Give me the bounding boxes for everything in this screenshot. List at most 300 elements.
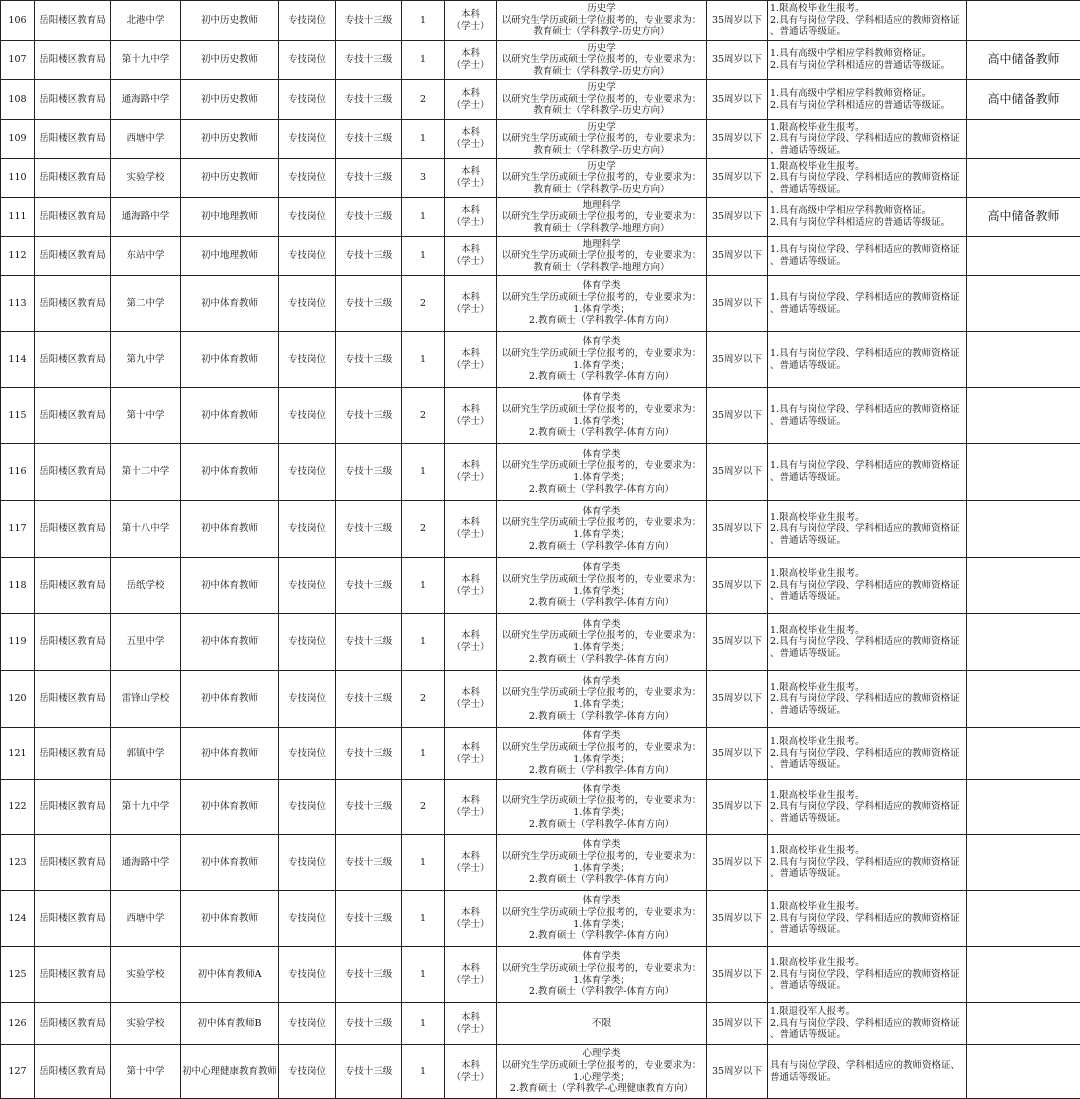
cell-remark [967, 614, 1080, 671]
cell-major-line: 以研究生学历或硕士学位报考的，专业要求为： [498, 630, 705, 642]
cell-conditions-line: 、普通话等级证。 [770, 26, 965, 38]
cell-conditions-line: 、普通话等级证。 [770, 868, 965, 880]
cell-major-line: 以研究生学历或硕士学位报考的，专业要求为： [498, 211, 705, 223]
cell-conditions-line: 1.限高校毕业生报考。 [770, 790, 965, 802]
cell-remark [967, 120, 1080, 159]
cell-conditions-line: 2.具有与岗位学段、学科相适应的教师资格证 [770, 172, 965, 184]
cell-education [445, 388, 497, 444]
cell-major-line: 以研究生学历或硕士学位报考的，专业要求为： [498, 460, 705, 472]
cell-education-line: （学士） [446, 863, 495, 875]
cell-conditions-line: 2.具有与岗位学科相适应的普通话等级证。 [770, 60, 965, 72]
cell-headcount: 1 [402, 558, 445, 614]
cell-post-name: 初中体育教师A [181, 947, 279, 1003]
cell-major-line: 1.体育学类； [498, 586, 705, 598]
cell-major [497, 835, 707, 891]
cell-education-line: （学士） [446, 472, 495, 484]
cell-department: 岳阳楼区教育局 [35, 1, 111, 41]
cell-major [497, 947, 707, 1003]
cell-remark [967, 835, 1080, 891]
table-row [1, 237, 1080, 276]
cell-major-line: 体育学类 [498, 392, 705, 404]
cell-major-line: 体育学类 [498, 730, 705, 742]
cell-remark: 高中储备教师 [967, 198, 1080, 237]
cell-conditions [768, 198, 967, 237]
cell-conditions [768, 1045, 967, 1099]
cell-conditions [768, 891, 967, 947]
cell-school: 郭镇中学 [111, 728, 181, 780]
cell-conditions-line: 、普通话等级证。 [770, 759, 965, 771]
cell-education-line: 本科 [446, 574, 495, 586]
cell-post-level: 专技十三级 [336, 444, 402, 501]
cell-index: 117 [1, 501, 35, 558]
cell-education-line: （学士） [446, 1024, 495, 1036]
cell-major-line: 地理科学 [498, 200, 705, 212]
cell-post-name: 初中体育教师 [181, 501, 279, 558]
cell-major-line: 1.心理学类； [498, 1072, 705, 1084]
cell-education [445, 1003, 497, 1045]
cell-age: 35周岁以下 [707, 1, 768, 41]
cell-post-type: 专技岗位 [279, 388, 336, 444]
cell-conditions-line: 2.具有与岗位学科相适应的普通话等级证。 [770, 100, 965, 112]
cell-conditions-line: 1.限高校毕业生报考。 [770, 957, 965, 969]
cell-post-level: 专技十三级 [336, 1003, 402, 1045]
cell-index: 112 [1, 237, 35, 276]
cell-age: 35周岁以下 [707, 614, 768, 671]
cell-education [445, 41, 497, 80]
cell-conditions [768, 332, 967, 388]
cell-education-line: （学士） [446, 360, 495, 372]
cell-conditions [768, 728, 967, 780]
cell-index: 109 [1, 120, 35, 159]
cell-age: 35周岁以下 [707, 891, 768, 947]
cell-education-line: 本科 [446, 687, 495, 699]
cell-conditions-line: 、普通话等级证。 [770, 184, 965, 196]
cell-school: 第十九中学 [111, 41, 181, 80]
cell-post-level: 专技十三级 [336, 671, 402, 728]
cell-major [497, 276, 707, 332]
cell-conditions-line: 1.限高校毕业生报考。 [770, 161, 965, 173]
cell-education [445, 1045, 497, 1099]
cell-major-line: 1.体育学类； [498, 304, 705, 316]
cell-index: 120 [1, 671, 35, 728]
cell-major-line: 1.体育学类； [498, 807, 705, 819]
cell-post-level: 专技十三级 [336, 1, 402, 41]
cell-major-line: 以研究生学历或硕士学位报考的，专业要求为： [498, 574, 705, 586]
table-row [1, 332, 1080, 388]
cell-education-line: （学士） [446, 21, 495, 33]
cell-post-level: 专技十三级 [336, 558, 402, 614]
cell-education-line: 本科 [446, 851, 495, 863]
cell-conditions-line: 1.限退役军人报考。 [770, 1006, 965, 1018]
cell-post-type: 专技岗位 [279, 120, 336, 159]
cell-post-type: 专技岗位 [279, 198, 336, 237]
cell-education-line: （学士） [446, 100, 495, 112]
cell-remark [967, 159, 1080, 198]
cell-index: 115 [1, 388, 35, 444]
cell-conditions-line: 、普通话等级证。 [770, 980, 965, 992]
cell-department: 岳阳楼区教育局 [35, 671, 111, 728]
cell-school: 通海路中学 [111, 198, 181, 237]
cell-education-line: 本科 [446, 404, 495, 416]
cell-post-name: 初中体育教师 [181, 614, 279, 671]
cell-headcount: 3 [402, 159, 445, 198]
cell-major [497, 891, 707, 947]
cell-education-line: 本科 [446, 907, 495, 919]
cell-headcount: 1 [402, 1003, 445, 1045]
table-row [1, 276, 1080, 332]
cell-remark [967, 671, 1080, 728]
table-row [1, 558, 1080, 614]
cell-education [445, 237, 497, 276]
cell-major-line: 2.教育硕士（学科教学-心理健康教育方向） [498, 1083, 705, 1095]
table-row [1, 159, 1080, 198]
cell-major-line: 体育学类 [498, 619, 705, 631]
cell-major-line: 体育学类 [498, 280, 705, 292]
cell-department: 岳阳楼区教育局 [35, 614, 111, 671]
cell-index: 116 [1, 444, 35, 501]
cell-index: 107 [1, 41, 35, 80]
cell-conditions-line: 1.限高校毕业生报考。 [770, 122, 965, 134]
cell-index: 119 [1, 614, 35, 671]
cell-conditions-line: 1.限高校毕业生报考。 [770, 625, 965, 637]
cell-conditions-line: 1.具有与岗位学段、学科相适应的教师资格证 [770, 244, 965, 256]
table-row [1, 388, 1080, 444]
cell-post-name: 初中历史教师 [181, 1, 279, 41]
cell-conditions [768, 558, 967, 614]
cell-major [497, 80, 707, 120]
cell-department: 岳阳楼区教育局 [35, 1045, 111, 1099]
cell-department: 岳阳楼区教育局 [35, 947, 111, 1003]
cell-major [497, 444, 707, 501]
cell-post-type: 专技岗位 [279, 614, 336, 671]
table-row [1, 1045, 1080, 1099]
cell-conditions-line: 、普通话等级证。 [770, 591, 965, 603]
cell-major-line: 不限 [498, 1018, 705, 1030]
cell-index: 123 [1, 835, 35, 891]
cell-school: 西塘中学 [111, 120, 181, 159]
cell-conditions-line: 2.具有与岗位学段、学科相适应的教师资格证 [770, 15, 965, 27]
cell-post-level: 专技十三级 [336, 501, 402, 558]
cell-post-level: 专技十三级 [336, 198, 402, 237]
cell-post-level: 专技十三级 [336, 891, 402, 947]
cell-conditions-line: 2.具有与岗位学段、学科相适应的教师资格证 [770, 801, 965, 813]
cell-conditions-line: 、普通话等级证。 [770, 705, 965, 717]
cell-headcount: 2 [402, 276, 445, 332]
cell-department: 岳阳楼区教育局 [35, 558, 111, 614]
cell-age: 35周岁以下 [707, 237, 768, 276]
cell-education [445, 671, 497, 728]
cell-department: 岳阳楼区教育局 [35, 835, 111, 891]
cell-post-type: 专技岗位 [279, 159, 336, 198]
cell-major-line: 以研究生学历或硕士学位报考的，专业要求为： [498, 348, 705, 360]
cell-post-level: 专技十三级 [336, 728, 402, 780]
cell-conditions-line: 1.具有与岗位学段、学科相适应的教师资格证 [770, 348, 965, 360]
cell-age: 35周岁以下 [707, 80, 768, 120]
cell-conditions [768, 614, 967, 671]
cell-remark [967, 947, 1080, 1003]
cell-education-line: （学士） [446, 178, 495, 190]
cell-conditions-line: 1.具有与岗位学段、学科相适应的教师资格证 [770, 404, 965, 416]
cell-education-line: （学士） [446, 304, 495, 316]
cell-remark [967, 891, 1080, 947]
cell-post-type: 专技岗位 [279, 41, 336, 80]
cell-post-name: 初中历史教师 [181, 159, 279, 198]
cell-education-line: 本科 [446, 742, 495, 754]
cell-headcount: 2 [402, 501, 445, 558]
cell-conditions-line: 、普通话等级证。 [770, 256, 965, 268]
cell-post-name: 初中心理健康教育教师 [181, 1045, 279, 1099]
cell-major-line: 2.教育硕士（学科教学-体育方向） [498, 930, 705, 942]
cell-education [445, 159, 497, 198]
cell-post-type: 专技岗位 [279, 728, 336, 780]
cell-age: 35周岁以下 [707, 159, 768, 198]
cell-major [497, 728, 707, 780]
cell-department: 岳阳楼区教育局 [35, 501, 111, 558]
cell-major [497, 198, 707, 237]
cell-department: 岳阳楼区教育局 [35, 780, 111, 835]
cell-post-level: 专技十三级 [336, 332, 402, 388]
cell-major-line: 2.教育硕士（学科教学-体育方向） [498, 427, 705, 439]
cell-major-line: 以研究生学历或硕士学位报考的，专业要求为： [498, 172, 705, 184]
cell-major-line: 心理学类 [498, 1048, 705, 1060]
cell-conditions-line: 1.具有与岗位学段、学科相适应的教师资格证 [770, 292, 965, 304]
cell-education-line: 本科 [446, 88, 495, 100]
cell-conditions-line: 1.限高校毕业生报考。 [770, 901, 965, 913]
cell-age: 35周岁以下 [707, 120, 768, 159]
cell-remark [967, 780, 1080, 835]
cell-remark [967, 444, 1080, 501]
cell-major [497, 614, 707, 671]
cell-headcount: 2 [402, 780, 445, 835]
cell-post-level: 专技十三级 [336, 41, 402, 80]
cell-education [445, 198, 497, 237]
table-row [1, 835, 1080, 891]
cell-education [445, 614, 497, 671]
cell-major-line: 1.体育学类； [498, 754, 705, 766]
cell-index: 108 [1, 80, 35, 120]
table-row [1, 501, 1080, 558]
cell-age: 35周岁以下 [707, 558, 768, 614]
cell-headcount: 2 [402, 388, 445, 444]
cell-education-line: 本科 [446, 630, 495, 642]
cell-education-line: 本科 [446, 127, 495, 139]
cell-index: 122 [1, 780, 35, 835]
cell-conditions-line: 2.具有与岗位学段、学科相适应的教师资格证 [770, 523, 965, 535]
cell-post-level: 专技十三级 [336, 614, 402, 671]
cell-major-line: 体育学类 [498, 449, 705, 461]
cell-conditions-line: 1.具有高级中学相应学科教师资格证。 [770, 88, 965, 100]
cell-post-type: 专技岗位 [279, 671, 336, 728]
table-row [1, 614, 1080, 671]
cell-conditions-line: 2.具有与岗位学段、学科相适应的教师资格证 [770, 580, 965, 592]
cell-conditions-line: 1.限高校毕业生报考。 [770, 682, 965, 694]
table-body [1, 1, 1080, 1099]
cell-headcount: 1 [402, 332, 445, 388]
cell-major-line: 体育学类 [498, 784, 705, 796]
cell-major-line: 体育学类 [498, 562, 705, 574]
cell-age: 35周岁以下 [707, 41, 768, 80]
cell-major-line: 2.教育硕士（学科教学-体育方向） [498, 541, 705, 553]
cell-conditions-line: 、普通话等级证。 [770, 648, 965, 660]
cell-conditions-line: 具有与岗位学段、学科相适应的教师资格证、 [770, 1060, 965, 1072]
cell-post-name: 初中体育教师 [181, 891, 279, 947]
table-row [1, 728, 1080, 780]
cell-major [497, 41, 707, 80]
cell-conditions-line: 普通话等级证。 [770, 1072, 965, 1084]
cell-education-line: （学士） [446, 60, 495, 72]
cell-school: 实验学校 [111, 947, 181, 1003]
cell-major-line: 以研究生学历或硕士学位报考的，专业要求为： [498, 250, 705, 262]
cell-conditions [768, 835, 967, 891]
cell-conditions-line: 、普通话等级证。 [770, 1029, 965, 1041]
cell-department: 岳阳楼区教育局 [35, 80, 111, 120]
cell-conditions-line: 1.具有高级中学相应学科教师资格证。 [770, 205, 965, 217]
cell-department: 岳阳楼区教育局 [35, 41, 111, 80]
cell-index: 110 [1, 159, 35, 198]
cell-post-type: 专技岗位 [279, 558, 336, 614]
cell-education-line: （学士） [446, 642, 495, 654]
cell-school: 东站中学 [111, 237, 181, 276]
cell-major-line: 以研究生学历或硕士学位报考的，专业要求为： [498, 15, 705, 27]
cell-post-type: 专技岗位 [279, 276, 336, 332]
cell-school: 第十中学 [111, 1045, 181, 1099]
cell-post-level: 专技十三级 [336, 159, 402, 198]
cell-education-line: 本科 [446, 166, 495, 178]
cell-major-line: 以研究生学历或硕士学位报考的，专业要求为： [498, 687, 705, 699]
cell-post-name: 初中体育教师 [181, 728, 279, 780]
cell-post-name: 初中体育教师B [181, 1003, 279, 1045]
cell-post-name: 初中体育教师 [181, 780, 279, 835]
cell-age: 35周岁以下 [707, 198, 768, 237]
cell-post-level: 专技十三级 [336, 780, 402, 835]
cell-conditions [768, 80, 967, 120]
cell-conditions [768, 1003, 967, 1045]
cell-age: 35周岁以下 [707, 388, 768, 444]
cell-index: 106 [1, 1, 35, 41]
cell-conditions [768, 120, 967, 159]
cell-major-line: 2.教育硕士（学科教学-体育方向） [498, 874, 705, 886]
table-row [1, 1003, 1080, 1045]
cell-index: 126 [1, 1003, 35, 1045]
table-row [1, 80, 1080, 120]
cell-major-line: 教育硕士（学科教学-地理方向） [498, 262, 705, 274]
cell-post-type: 专技岗位 [279, 444, 336, 501]
cell-index: 114 [1, 332, 35, 388]
cell-education [445, 80, 497, 120]
cell-major-line: 历史学 [498, 3, 705, 15]
cell-index: 111 [1, 198, 35, 237]
cell-major-line: 体育学类 [498, 506, 705, 518]
cell-conditions-line: 1.限高校毕业生报考。 [770, 845, 965, 857]
cell-major-line: 以研究生学历或硕士学位报考的，专业要求为： [498, 517, 705, 529]
cell-major-line: 2.教育硕士（学科教学-体育方向） [498, 315, 705, 327]
cell-school: 第十二中学 [111, 444, 181, 501]
cell-education [445, 891, 497, 947]
cell-conditions-line: 2.具有与岗位学段、学科相适应的教师资格证 [770, 133, 965, 145]
cell-education-line: （学士） [446, 217, 495, 229]
cell-major-line: 以研究生学历或硕士学位报考的，专业要求为： [498, 907, 705, 919]
cell-remark [967, 332, 1080, 388]
cell-education [445, 728, 497, 780]
cell-major-line: 1.体育学类； [498, 416, 705, 428]
cell-major-line: 2.教育硕士（学科教学-体育方向） [498, 371, 705, 383]
cell-conditions-line: 1.限高校毕业生报考。 [770, 512, 965, 524]
cell-age: 35周岁以下 [707, 1045, 768, 1099]
cell-conditions-line: 2.具有与岗位学段、学科相适应的教师资格证 [770, 1018, 965, 1030]
table-row [1, 671, 1080, 728]
cell-major-line: 以研究生学历或硕士学位报考的，专业要求为： [498, 133, 705, 145]
cell-age: 35周岁以下 [707, 332, 768, 388]
cell-conditions-line: 、普通话等级证。 [770, 472, 965, 484]
table-row [1, 947, 1080, 1003]
cell-age: 35周岁以下 [707, 501, 768, 558]
cell-conditions-line: 1.限高校毕业生报考。 [770, 736, 965, 748]
cell-major [497, 501, 707, 558]
cell-major-line: 历史学 [498, 122, 705, 134]
cell-major-line: 体育学类 [498, 676, 705, 688]
cell-post-name: 初中历史教师 [181, 41, 279, 80]
cell-school: 雷锋山学校 [111, 671, 181, 728]
cell-post-type: 专技岗位 [279, 780, 336, 835]
cell-major [497, 120, 707, 159]
cell-major [497, 1003, 707, 1045]
cell-remark [967, 1003, 1080, 1045]
cell-school: 北港中学 [111, 1, 181, 41]
cell-school: 实验学校 [111, 159, 181, 198]
cell-conditions [768, 276, 967, 332]
cell-department: 岳阳楼区教育局 [35, 891, 111, 947]
cell-remark [967, 1, 1080, 41]
cell-major-line: 1.体育学类； [498, 699, 705, 711]
cell-major-line: 地理科学 [498, 239, 705, 251]
table-row [1, 444, 1080, 501]
cell-education-line: 本科 [446, 244, 495, 256]
cell-age: 35周岁以下 [707, 671, 768, 728]
cell-major-line: 以研究生学历或硕士学位报考的，专业要求为： [498, 795, 705, 807]
cell-education [445, 1, 497, 41]
cell-post-level: 专技十三级 [336, 120, 402, 159]
cell-post-type: 专技岗位 [279, 80, 336, 120]
cell-major-line: 1.体育学类； [498, 919, 705, 931]
cell-education [445, 780, 497, 835]
cell-major-line: 2.教育硕士（学科教学-体育方向） [498, 986, 705, 998]
table-row [1, 198, 1080, 237]
cell-post-name: 初中地理教师 [181, 237, 279, 276]
cell-department: 岳阳楼区教育局 [35, 332, 111, 388]
cell-major [497, 558, 707, 614]
cell-post-type: 专技岗位 [279, 237, 336, 276]
cell-post-level: 专技十三级 [336, 237, 402, 276]
cell-major [497, 332, 707, 388]
cell-post-type: 专技岗位 [279, 332, 336, 388]
cell-age: 35周岁以下 [707, 947, 768, 1003]
cell-post-level: 专技十三级 [336, 276, 402, 332]
cell-conditions-line: 1.具有与岗位学段、学科相适应的教师资格证 [770, 460, 965, 472]
cell-school: 通海路中学 [111, 80, 181, 120]
cell-headcount: 1 [402, 120, 445, 159]
cell-major-line: 1.体育学类； [498, 472, 705, 484]
cell-index: 118 [1, 558, 35, 614]
cell-major-line: 以研究生学历或硕士学位报考的，专业要求为： [498, 404, 705, 416]
cell-school: 第二中学 [111, 276, 181, 332]
cell-major-line: 以研究生学历或硕士学位报考的，专业要求为： [498, 742, 705, 754]
cell-conditions [768, 41, 967, 80]
cell-department: 岳阳楼区教育局 [35, 444, 111, 501]
cell-remark [967, 501, 1080, 558]
cell-major-line: 2.教育硕士（学科教学-体育方向） [498, 765, 705, 777]
cell-headcount: 1 [402, 835, 445, 891]
cell-major [497, 1, 707, 41]
